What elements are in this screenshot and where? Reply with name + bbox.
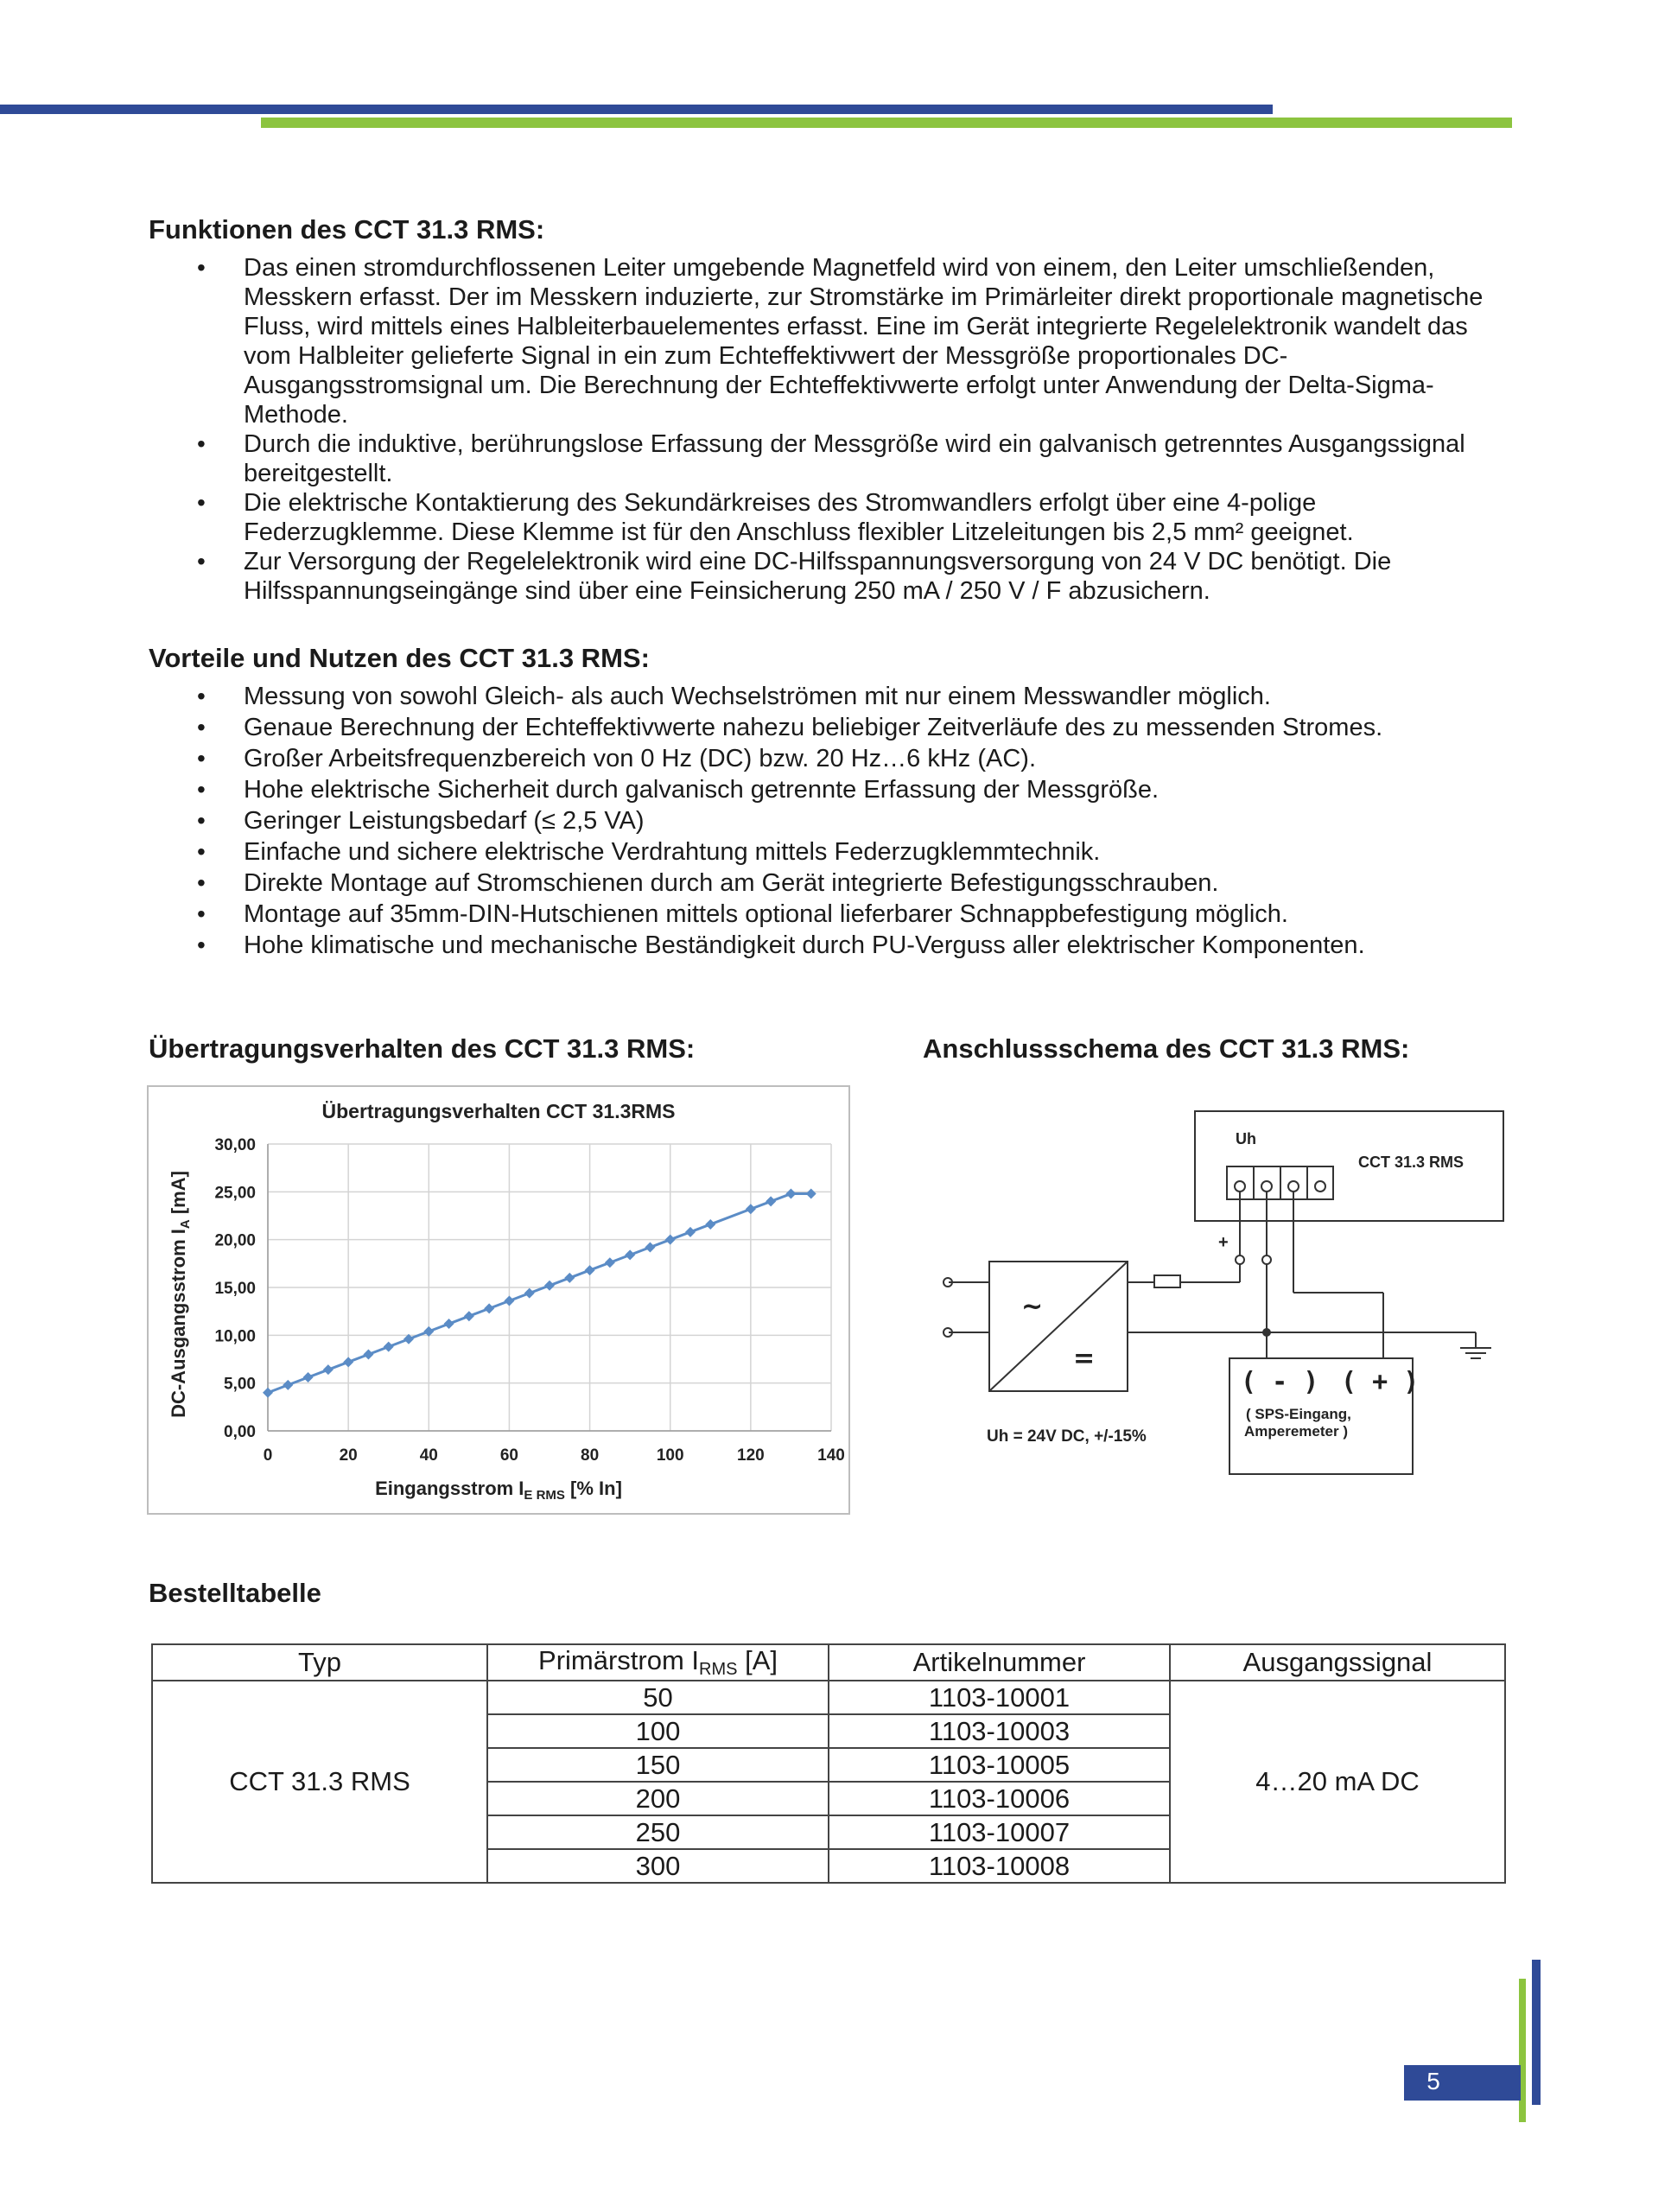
table-row bbox=[152, 1681, 1505, 1714]
current-cell: 100 bbox=[487, 1714, 829, 1748]
footer-green-bar bbox=[1519, 1979, 1526, 2122]
article-cell: 1103-10008 bbox=[829, 1849, 1170, 1883]
data-point bbox=[685, 1227, 696, 1237]
current-cell: 200 bbox=[487, 1782, 829, 1815]
list-item: • Das einen stromdurchflossenen Leiter umgebende Magnetfeld wird von einem, den Leiter umschließenden, Messkern erfasst. Der im Messkern induzierte, zur Stromstärke im Primärleiter direkt proportionale magnetische Fluss, wird mittels eines Halbleiterbauelementes erfasst. Eine im Gerät integrierte Regelelektronik wandelt das vom Halbleiter gelieferte Signal in ein zum Echteffektivwert der Messgröße proportionales DC-Ausgangsstromsignal um. Die Berechnung der Echteffektivwerte erfolgt unter Anwendung der Delta-Sigma-Methode. bbox=[190, 253, 1503, 429]
header-blue-bar bbox=[0, 105, 1273, 114]
header-primary-current: Primärstrom $I_{RMS}$ [A] bbox=[487, 1644, 829, 1681]
y-tick-label: 20,00 bbox=[214, 1231, 256, 1250]
data-point bbox=[605, 1257, 615, 1268]
data-point bbox=[806, 1189, 816, 1199]
data-point bbox=[303, 1372, 314, 1382]
data-point bbox=[504, 1295, 514, 1306]
y-tick-label: 30,00 bbox=[214, 1136, 256, 1154]
y-tick-label: 5,00 bbox=[224, 1375, 256, 1394]
data-point bbox=[484, 1303, 494, 1313]
data-point bbox=[564, 1273, 575, 1283]
supply-note: Uh = 24V DC, +/-15% bbox=[987, 1427, 1147, 1446]
terminal-3 bbox=[1288, 1181, 1299, 1192]
wiring-diagram bbox=[942, 1097, 1512, 1478]
x-tick-label: 40 bbox=[419, 1446, 438, 1465]
load-plus: ( + ) bbox=[1341, 1367, 1420, 1397]
article-cell: 1103-10001 bbox=[829, 1681, 1170, 1714]
wiring-heading: Anschlussschema des CCT 31.3 RMS: bbox=[923, 1033, 1410, 1064]
article-cell: 1103-10007 bbox=[829, 1815, 1170, 1849]
terminal-1 bbox=[1235, 1181, 1245, 1192]
data-point bbox=[665, 1235, 676, 1245]
chart-series bbox=[263, 1189, 816, 1398]
functions-list bbox=[190, 253, 1503, 606]
x-axis-label: Eingangsstrom $I_{E RMS}$ [% In] bbox=[375, 1478, 622, 1503]
list-item: • Hohe klimatische und mechanische Beständigkeit durch PU-Verguss aller elektrischer Komponenten. bbox=[190, 931, 1503, 960]
header-typ: Typ bbox=[152, 1644, 487, 1681]
list-item: • Messung von sowohl Gleich- als auch Wechselströmen mit nur einem Messwandler möglich. bbox=[190, 682, 1503, 711]
data-point bbox=[384, 1342, 394, 1352]
load-minus: ( - ) bbox=[1241, 1367, 1319, 1397]
data-point bbox=[363, 1349, 373, 1359]
article-cell: 1103-10005 bbox=[829, 1748, 1170, 1782]
data-point bbox=[444, 1319, 454, 1329]
terminal-4 bbox=[1315, 1181, 1325, 1192]
load-label-line1: ( SPS-Eingang, bbox=[1246, 1406, 1351, 1422]
x-tick-label: 120 bbox=[737, 1446, 765, 1465]
list-item: • Hohe elektrische Sicherheit durch galvanisch getrennte Erfassung der Messgröße. bbox=[190, 775, 1503, 804]
current-cell: 300 bbox=[487, 1849, 829, 1883]
list-item: • Geringer Leistungsbedarf (≤ 2,5 VA) bbox=[190, 806, 1503, 836]
ac-symbol: ~ bbox=[1021, 1292, 1044, 1322]
data-point bbox=[323, 1364, 334, 1375]
data-point bbox=[705, 1219, 715, 1230]
junction-dot bbox=[1262, 1328, 1271, 1337]
list-item: • Durch die induktive, berührungslose Erfassung der Messgröße wird ein galvanisch getrenntes Ausgangssignal bereitgestellt. bbox=[190, 429, 1503, 488]
advantages-heading: Vorteile und Nutzen des CCT 31.3 RMS: bbox=[149, 643, 650, 673]
y-tick-label: 15,00 bbox=[214, 1280, 256, 1298]
advantages-list bbox=[190, 682, 1503, 962]
type-cell: CCT 31.3 RMS bbox=[152, 1681, 487, 1883]
data-point bbox=[524, 1288, 535, 1299]
order-table-heading: Bestelltabelle bbox=[149, 1578, 321, 1608]
header-article: Artikelnummer bbox=[829, 1644, 1170, 1681]
data-point bbox=[785, 1189, 796, 1199]
data-point bbox=[544, 1281, 555, 1291]
current-cell: 250 bbox=[487, 1815, 829, 1849]
supply-minus-terminal bbox=[1262, 1255, 1271, 1264]
data-point bbox=[283, 1380, 293, 1390]
list-item: • Zur Versorgung der Regelelektronik wird eine DC-Hilfsspannungsversorgung von 24 V DC benötigt. Die Hilfsspannungseingänge sind über eine Feinsicherung 250 mA / 250 V / F abzusichern. bbox=[190, 547, 1503, 606]
list-item: • Genaue Berechnung der Echteffektivwerte nahezu beliebiger Zeitverläufe des zu messenden Stromes. bbox=[190, 713, 1503, 742]
y-tick-label: 0,00 bbox=[224, 1423, 256, 1441]
x-tick-label: 80 bbox=[581, 1446, 600, 1465]
data-point bbox=[464, 1311, 474, 1321]
header-output: Ausgangssignal bbox=[1170, 1644, 1505, 1681]
fuse-icon bbox=[1154, 1275, 1180, 1287]
footer-blue-bar bbox=[1532, 1960, 1541, 2105]
data-point bbox=[766, 1196, 776, 1206]
page-number: 5 bbox=[1426, 2068, 1440, 2094]
y-tick-label: 25,00 bbox=[214, 1184, 256, 1203]
plus-label: + bbox=[1218, 1233, 1229, 1252]
list-item: • Einfache und sichere elektrische Verdrahtung mittels Federzugklemmtechnik. bbox=[190, 837, 1503, 867]
y-axis-label: DC-Ausgangsstrom $I_A$ [mA] bbox=[168, 1171, 193, 1418]
supply-plus-terminal bbox=[1236, 1255, 1244, 1264]
data-point bbox=[746, 1204, 756, 1214]
article-cell: 1103-10003 bbox=[829, 1714, 1170, 1748]
data-point bbox=[343, 1357, 353, 1367]
order-table bbox=[151, 1643, 1506, 1884]
data-point bbox=[645, 1243, 655, 1253]
y-tick-label: 10,00 bbox=[214, 1327, 256, 1346]
data-point bbox=[625, 1249, 635, 1260]
uh-label: Uh bbox=[1236, 1130, 1256, 1147]
x-tick-label: 140 bbox=[817, 1446, 845, 1465]
data-point bbox=[263, 1388, 273, 1398]
current-cell: 150 bbox=[487, 1748, 829, 1782]
header-green-bar bbox=[261, 118, 1512, 128]
transfer-heading: Übertragungsverhalten des CCT 31.3 RMS: bbox=[149, 1033, 696, 1064]
chart-title: Übertragungsverhalten CCT 31.3RMS bbox=[321, 1100, 676, 1122]
list-item: • Großer Arbeitsfrequenzbereich von 0 Hz (DC) bzw. 20 Hz…6 kHz (AC). bbox=[190, 744, 1503, 773]
current-cell: 50 bbox=[487, 1681, 829, 1714]
article-cell: 1103-10006 bbox=[829, 1782, 1170, 1815]
device-label: CCT 31.3 RMS bbox=[1358, 1154, 1465, 1171]
chart-canvas bbox=[149, 1087, 848, 1513]
output-cell: 4…20 mA DC bbox=[1170, 1681, 1505, 1883]
terminal-2 bbox=[1261, 1181, 1272, 1192]
list-item: • Die elektrische Kontaktierung des Sekundärkreises des Stromwandlers erfolgt über eine 4-polige Federzugklemme. Diese Klemme ist für den Anschluss flexibler Litzeleitungen bis 2,5 mm² geeignet. bbox=[190, 488, 1503, 547]
x-tick-label: 60 bbox=[499, 1446, 518, 1465]
x-tick-label: 0 bbox=[263, 1446, 273, 1465]
x-tick-label: 100 bbox=[656, 1446, 684, 1465]
dc-symbol: = bbox=[1073, 1344, 1096, 1374]
x-tick-label: 20 bbox=[339, 1446, 358, 1465]
functions-heading: Funktionen des CCT 31.3 RMS: bbox=[149, 214, 545, 245]
list-item: • Montage auf 35mm-DIN-Hutschienen mittels optional lieferbarer Schnappbefestigung möglich. bbox=[190, 899, 1503, 929]
load-label-line2: Amperemeter ) bbox=[1244, 1423, 1348, 1440]
data-point bbox=[585, 1265, 595, 1275]
transfer-chart bbox=[147, 1085, 850, 1515]
list-item: • Direkte Montage auf Stromschienen durch am Gerät integrierte Befestigungsschrauben. bbox=[190, 868, 1503, 898]
